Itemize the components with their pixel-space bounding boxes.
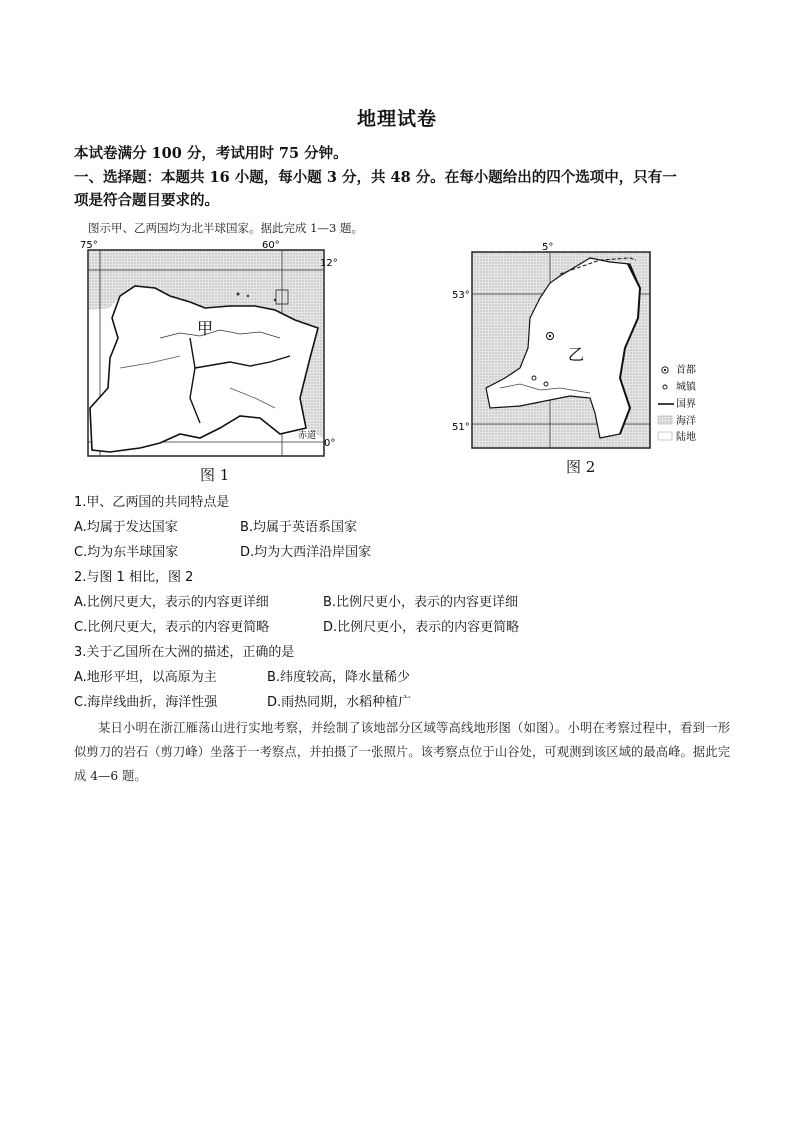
question-1-stem: 1.甲、乙两国的共同特点是 — [74, 495, 230, 510]
lat-12-label: 12° — [320, 258, 338, 269]
figure-1-caption: 图 1 — [200, 466, 230, 484]
section-heading-line2: 项是符合题目要求的。 — [74, 192, 219, 209]
exam-info: 本试卷满分 100 分，考试用时 75 分钟。 — [74, 145, 348, 162]
lat-51-label: 51° — [452, 422, 470, 433]
legend-land: 陆地 — [676, 432, 696, 443]
legend-capital: 首都 — [676, 365, 696, 376]
lon-5-label: 5° — [542, 242, 554, 253]
question-3-stem: 3.关于乙国所在大洲的描述，正确的是 — [74, 645, 295, 660]
section-heading-line1: 一、选择题：本题共 16 小题，每小题 3 分，共 48 分。在每小题给出的四个选项中，只有一 — [74, 169, 677, 186]
lon-60-label: 60° — [262, 240, 280, 251]
legend-border: 国界 — [676, 399, 696, 410]
equator-label: 赤道 — [298, 431, 317, 441]
question-2-option-c[interactable]: C.比例尺更大，表示的内容更简略 — [74, 620, 270, 635]
question-2-stem: 2.与图 1 相比，图 2 — [74, 570, 194, 585]
country-jia-label: 甲 — [197, 319, 214, 338]
lon-75-label: 75° — [80, 240, 98, 251]
ocean-swatch-icon — [658, 416, 672, 424]
legend-ocean: 海洋 — [676, 416, 696, 427]
lat-0-label: 0° — [324, 438, 336, 449]
question-3-option-c[interactable]: C.海岸线曲折，海洋性强 — [74, 695, 218, 710]
question-1-option-a[interactable]: A.均属于发达国家 — [74, 520, 178, 535]
land-swatch-icon — [658, 432, 672, 440]
question-1-option-d[interactable]: D.均为大西洋沿岸国家 — [240, 545, 372, 560]
scenario-paragraph: 某日小明在浙江雁荡山进行实地考察，并绘制了该地部分区域等高线地形图（如图）。小明在考察过程中，看到一形似剪刀的岩石（剪刀峰）坐落于一考察点，并拍摄了一张照片。该考察点位于山谷处，可观测到该区域的最高峰。据此完成 4—6 题。 — [74, 721, 730, 783]
question-3-option-a[interactable]: A.地形平坦，以高原为主 — [74, 670, 217, 685]
town-icon — [663, 385, 667, 389]
figure-2-caption: 图 2 — [566, 458, 596, 476]
legend-town: 城镇 — [676, 382, 696, 393]
figure-2-map — [450, 238, 720, 452]
question-3-option-d[interactable]: D.雨热同期，水稻种植广 — [267, 695, 412, 710]
question-2-option-a[interactable]: A.比例尺更大，表示的内容更详细 — [74, 595, 269, 610]
question-3-option-b[interactable]: B.纬度较高，降水量稀少 — [267, 670, 411, 685]
page-title: 地理试卷 — [356, 108, 437, 130]
figure-2-legend — [658, 363, 697, 443]
question-2-option-d[interactable]: D.比例尺更小，表示的内容更简略 — [323, 620, 520, 635]
question-2-option-b[interactable]: B.比例尺更小，表示的内容更详细 — [323, 595, 519, 610]
lat-53-label: 53° — [452, 290, 470, 301]
figure-1-map — [80, 238, 342, 460]
country-yi-label: 乙 — [568, 345, 585, 364]
question-1-option-b[interactable]: B.均属于英语系国家 — [240, 520, 358, 535]
intro-text: 图示甲、乙两国均为北半球国家。据此完成 1—3 题。 — [88, 221, 363, 235]
question-1-option-c[interactable]: C.均为东半球国家 — [74, 545, 179, 560]
